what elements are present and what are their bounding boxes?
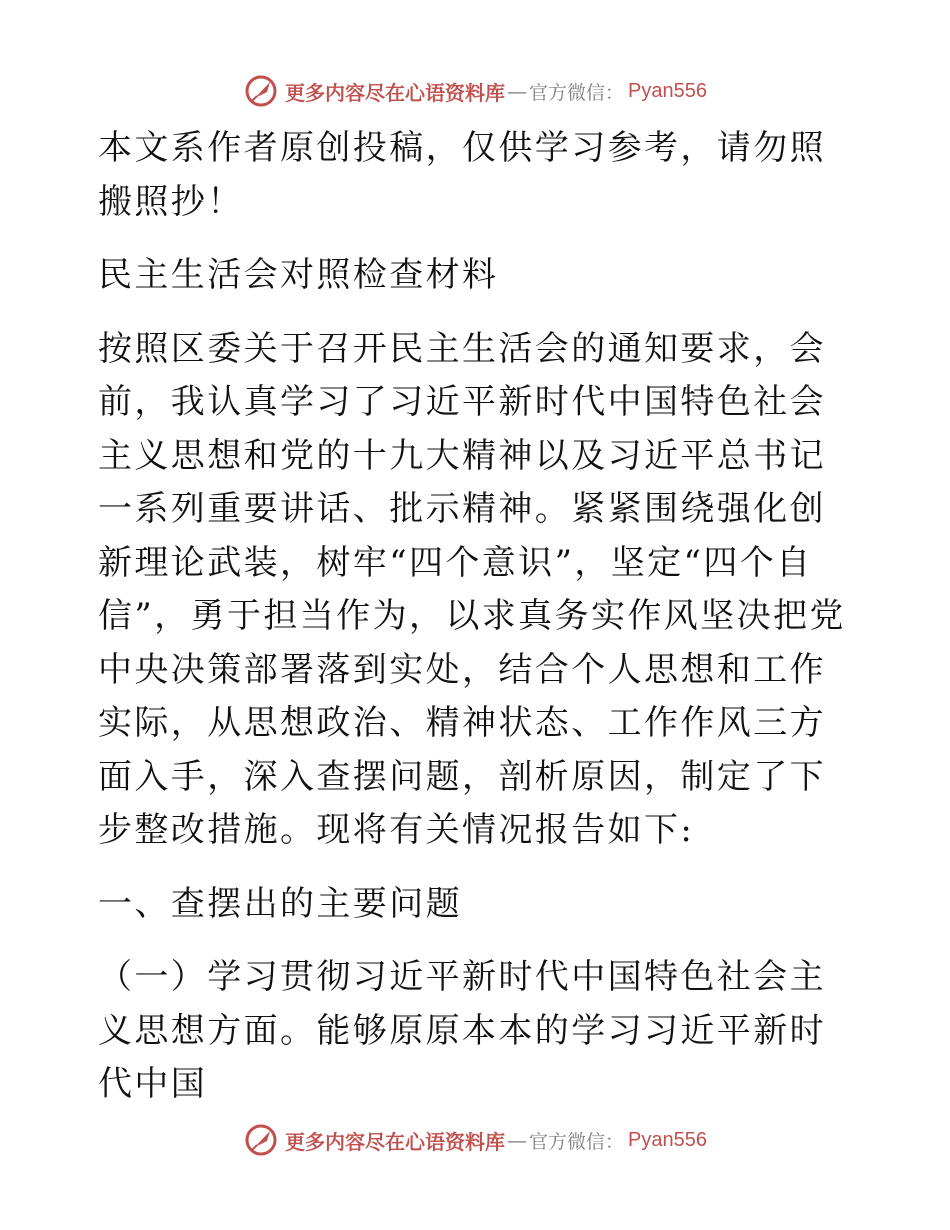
header-watermark-banner — [0, 71, 950, 111]
intro-paragraph: 按照区委关于召开民主生活会的通知要求，会前，我认真学习了习近平新时代中国特色社会主义思想和党的十九大精神以及习近平总书记一系列重要讲话、批示精神。紧紧围绕强化创新理论武装，树牢“四个意识”，坚定“四个自信”，勇于担当作为，以求真务实作风坚决把党中央决策部署落到实处，结合个人思想和工作实际，从思想政治、精神状态、工作作风三方面入手，深入查摆问题，剖析原因，制定了下步整改措施。现将有关情况报告如下: — [98, 328, 846, 850]
watermark-dash: — — [507, 1128, 527, 1152]
watermark-official-label: 官方微信： — [529, 1130, 625, 1153]
watermark-handle: Pyan556 — [628, 79, 707, 102]
quill-logo-icon — [243, 73, 279, 109]
section-paragraph: （一）学习贯彻习近平新时代中国特色社会主义思想方面。能够原原本本的学习习近平新时代中国 — [98, 957, 826, 1104]
watermark-handle: Pyan556 — [628, 1128, 707, 1151]
footer-watermark-banner — [0, 1120, 950, 1160]
section-heading: 一、查摆出的主要问题 — [98, 883, 462, 924]
document-body — [98, 122, 858, 1112]
document-title: 民主生活会对照检查材料 — [98, 255, 499, 295]
disclaimer-paragraph: 本文系作者原创投稿，仅供学习参考，请勿照搬照抄！ — [98, 128, 826, 222]
watermark-dash: — — [507, 79, 527, 103]
watermark-brand-text: 更多内容尽在心语资料库 — [285, 1129, 505, 1154]
watermark-brand-text: 更多内容尽在心语资料库 — [285, 80, 505, 105]
quill-logo-icon — [243, 1122, 279, 1158]
watermark-official-label: 官方微信： — [529, 81, 625, 104]
